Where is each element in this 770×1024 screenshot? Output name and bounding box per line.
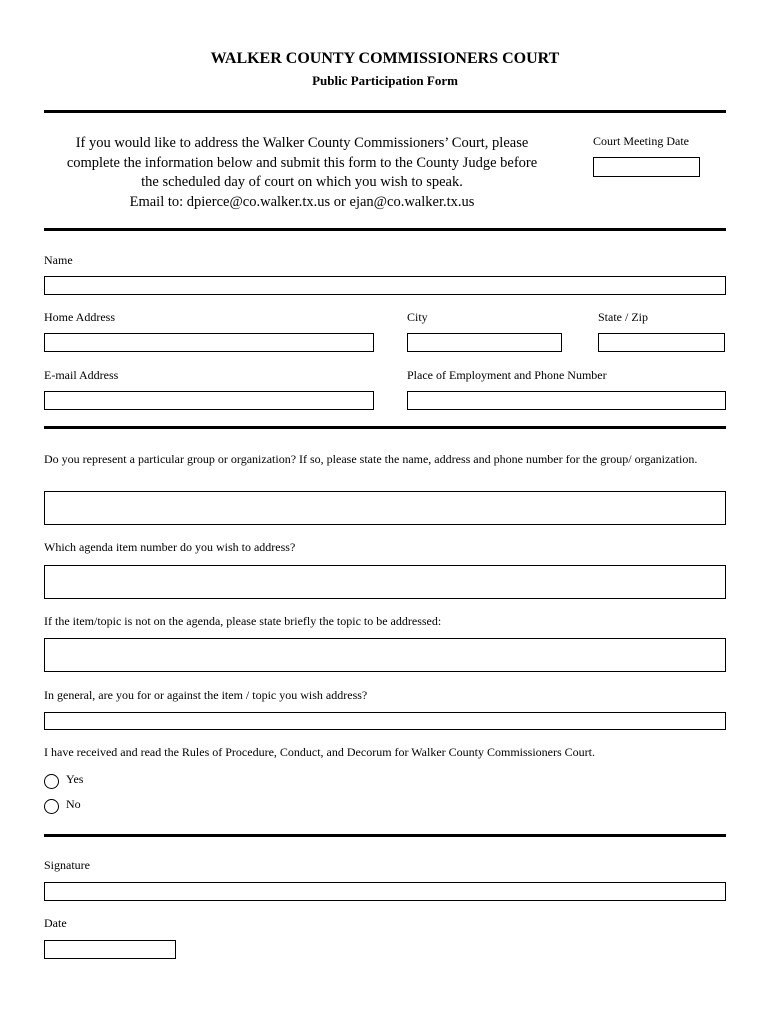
section-divider [44, 426, 726, 429]
date-label: Date [44, 916, 67, 930]
home-address-field[interactable] [44, 333, 374, 352]
yes-label: Yes [66, 772, 84, 786]
court-meeting-date-field[interactable] [593, 157, 700, 177]
date-field[interactable] [44, 940, 176, 959]
for-against-field[interactable] [44, 712, 726, 730]
intro-email-line: Email to: dpierce@co.walker.tx.us or ejan@co.walker.tx.us [129, 193, 475, 210]
home-address-label: Home Address [44, 310, 115, 324]
city-field[interactable] [407, 333, 562, 352]
city-label: City [407, 310, 428, 324]
name-label: Name [44, 253, 73, 267]
form-subtitle: Public Participation Form [312, 73, 458, 88]
intro-text [44, 134, 560, 212]
email-field[interactable] [44, 391, 374, 410]
employment-phone-field[interactable] [407, 391, 726, 410]
no-label: No [66, 797, 81, 811]
rules-ack-label: I have received and read the Rules of Procedure, Conduct, and Decorum for Walker County Commissioners Court. [44, 745, 595, 759]
for-against-label: In general, are you for or against the item / topic you wish address? [44, 688, 368, 702]
name-field[interactable] [44, 276, 726, 295]
signature-divider [44, 834, 726, 837]
form-title: WALKER COUNTY COMMISSIONERS COURT [210, 50, 560, 67]
signature-field[interactable] [44, 882, 726, 901]
topic-label: If the item/topic is not on the agenda, please state briefly the topic to be addressed: [44, 614, 442, 628]
intro-line-1: If you would like to address the Walker County Commissioners’ Court, please [75, 135, 529, 151]
group-question-label: Do you represent a particular group or organization? If so, please state the name, address and phone number for the group/ organization. [44, 452, 698, 466]
state-zip-label: State / Zip [598, 310, 648, 324]
intro-line-3: the scheduled day of court on which you wish to speak. [141, 174, 463, 190]
yes-radio[interactable] [44, 774, 59, 789]
agenda-item-label: Which agenda item number do you wish to address? [44, 540, 296, 554]
intro-divider [44, 228, 726, 231]
state-zip-field[interactable] [598, 333, 725, 352]
intro-line-2: complete the information below and submit this form to the County Judge before [66, 154, 538, 171]
header-divider [44, 110, 726, 113]
court-meeting-date-label: Court Meeting Date [593, 134, 689, 148]
agenda-item-field[interactable] [44, 565, 726, 599]
employment-phone-label: Place of Employment and Phone Number [407, 368, 607, 382]
no-radio[interactable] [44, 799, 59, 814]
signature-label: Signature [44, 858, 90, 872]
email-label: E-mail Address [44, 368, 119, 382]
topic-field[interactable] [44, 638, 726, 672]
group-field[interactable] [44, 491, 726, 525]
